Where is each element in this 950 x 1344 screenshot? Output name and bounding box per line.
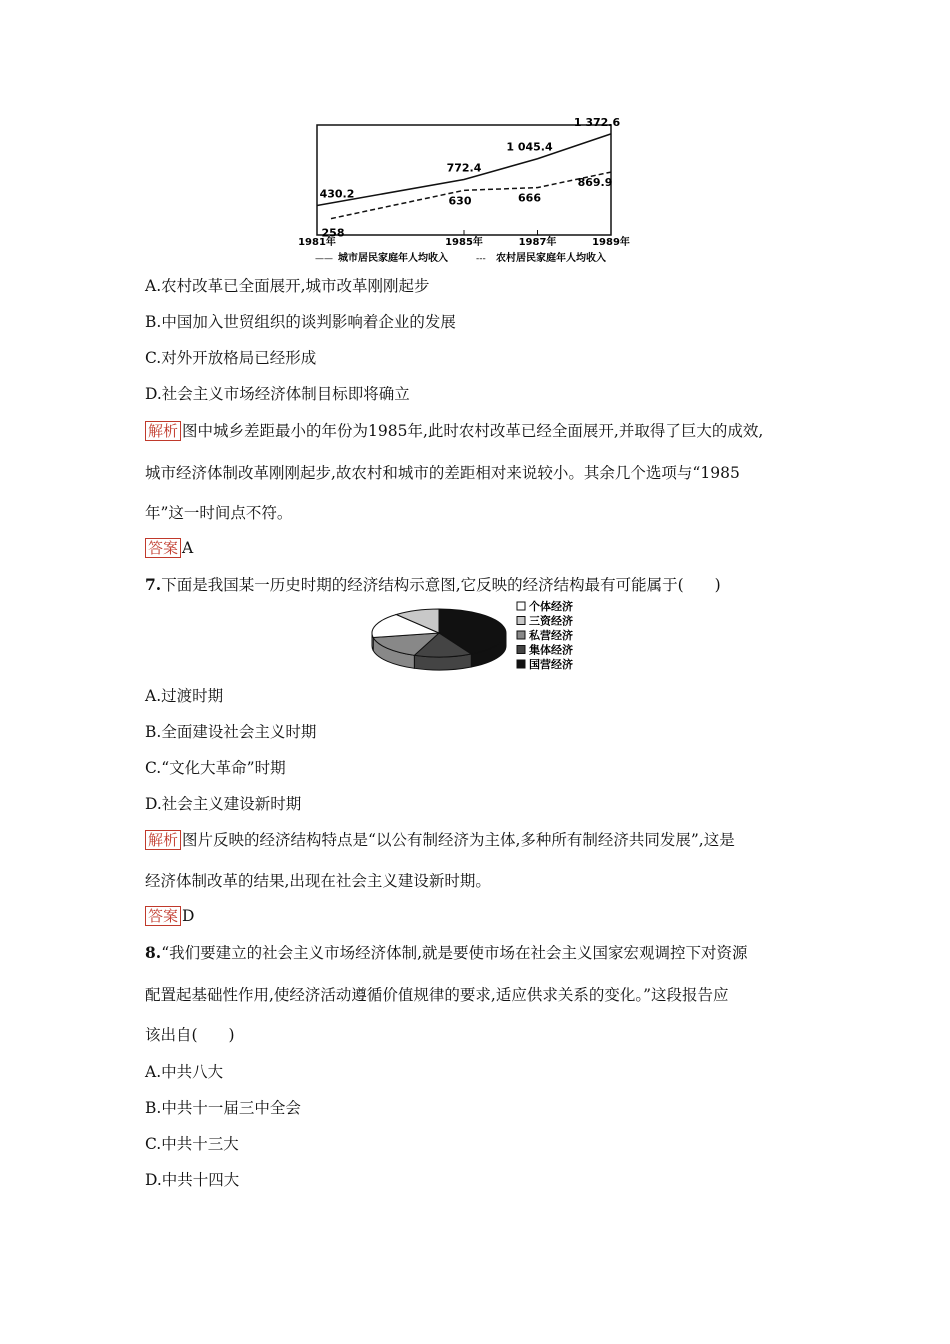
q7-option-a: A.过渡时期 [145,687,224,705]
q8-stem-line-1 [145,943,748,963]
q7-analysis-line-2: 经济体制改革的结果,出现在社会主义建设新时期。 [145,872,491,890]
q7-analysis-line-1 [145,830,735,850]
legend-label: 集体经济 [529,643,573,657]
q6-analysis-line-3: 年”这一时间点不符。 [145,504,293,522]
q8-number: 8. [145,943,162,962]
q7-option-d: D.社会主义建设新时期 [145,795,302,813]
q6-answer-tag: 答案 [145,538,181,558]
q8-option-b: B.中共十一届三中全会 [145,1099,301,1117]
q6-option-a: A.农村改革已全面展开,城市改革刚刚起步 [145,277,430,295]
legend-label: 国营经济 [529,658,573,671]
q7-option-c: C.“文化大革命”时期 [145,759,286,777]
q7-answer-line [145,906,194,926]
legend-label: 三资经济 [529,614,573,628]
legend-label-urban: 城市居民家庭年人均收入 [338,253,448,264]
legend-swatch [517,631,525,639]
q8-option-c: C.中共十三大 [145,1135,239,1153]
q7-analysis-tag: 解析 [145,830,181,850]
x-tick-label: 1985年 [445,237,483,248]
income-line-chart [298,115,650,268]
q6-answer-line [145,538,193,558]
q8-stem-line-3: 该出自( ) [145,1026,235,1044]
q6-analysis-line-2: 城市经济体制改革刚刚起步,故农村和城市的差距相对来说较小。其余几个选项与“1985 [145,464,740,482]
legend-swatch [517,660,525,668]
urban-data-label: 1 045.4 [506,140,553,154]
legend-swatch [517,646,525,654]
legend-label: 私营经济 [529,629,573,642]
q8-stem-line-2: 配置起基础性作用,使经济活动遵循价值规律的要求,适应供求关系的变化。”这段报告应 [145,986,729,1004]
q6-analysis-line-1 [145,421,763,441]
rural-data-label: 666 [518,191,541,205]
q7-stem [145,575,721,595]
x-tick-label: 1981年 [298,237,336,248]
q8-option-d: D.中共十四大 [145,1171,240,1189]
q6-option-b: B.中国加入世贸组织的谈判影响着企业的发展 [145,313,456,331]
q7-stem-text: 下面是我国某一历史时期的经济结构示意图,它反映的经济结构最有可能属于( ) [161,576,721,594]
q6-analysis-tag: 解析 [145,421,181,441]
urban-data-label: 1 372.6 [573,115,621,129]
legend-swatch [517,602,525,610]
q6-analysis-text-1: 图中城乡差距最小的年份为1985年,此时农村改革已经全面展开,并取得了巨大的成效, [182,422,764,440]
rural-data-label: 258 [321,226,345,240]
legend-glyph-urban: —— [315,254,333,264]
q7-option-b: B.全面建设社会主义时期 [145,723,317,741]
q8-stem-text-1: “我们要建立的社会主义市场经济体制,就是要使市场在社会主义国家宏观调控下对资源 [161,944,748,962]
chart-legend [315,251,606,264]
rural-data-label: 630 [448,194,472,208]
rural-data-label: 869.9 [577,176,613,190]
x-tick-label: 1989年 [592,237,630,248]
q8-option-a: A.中共八大 [145,1063,224,1081]
economy-pie-chart [365,600,595,685]
legend-label-rural: 农村居民家庭年人均收入 [496,253,606,264]
legend-swatch [517,617,525,625]
q7-analysis-text-1: 图片反映的经济结构特点是“以公有制经济为主体,多种所有制经济共同发展”,这是 [182,831,735,849]
legend-label: 个体经济 [529,600,573,613]
urban-data-label: 430.2 [319,187,355,201]
urban-data-label: 772.4 [446,161,482,175]
q6-option-c: C.对外开放格局已经形成 [145,349,317,367]
q6-answer-value: A [182,539,194,557]
q6-option-d: D.社会主义市场经济体制目标即将确立 [145,385,410,403]
legend-glyph-rural: --- [476,254,486,264]
q7-answer-tag: 答案 [145,906,181,926]
q7-number: 7. [145,575,162,594]
q7-answer-value: D [182,907,195,925]
x-tick-label: 1987年 [518,237,557,248]
